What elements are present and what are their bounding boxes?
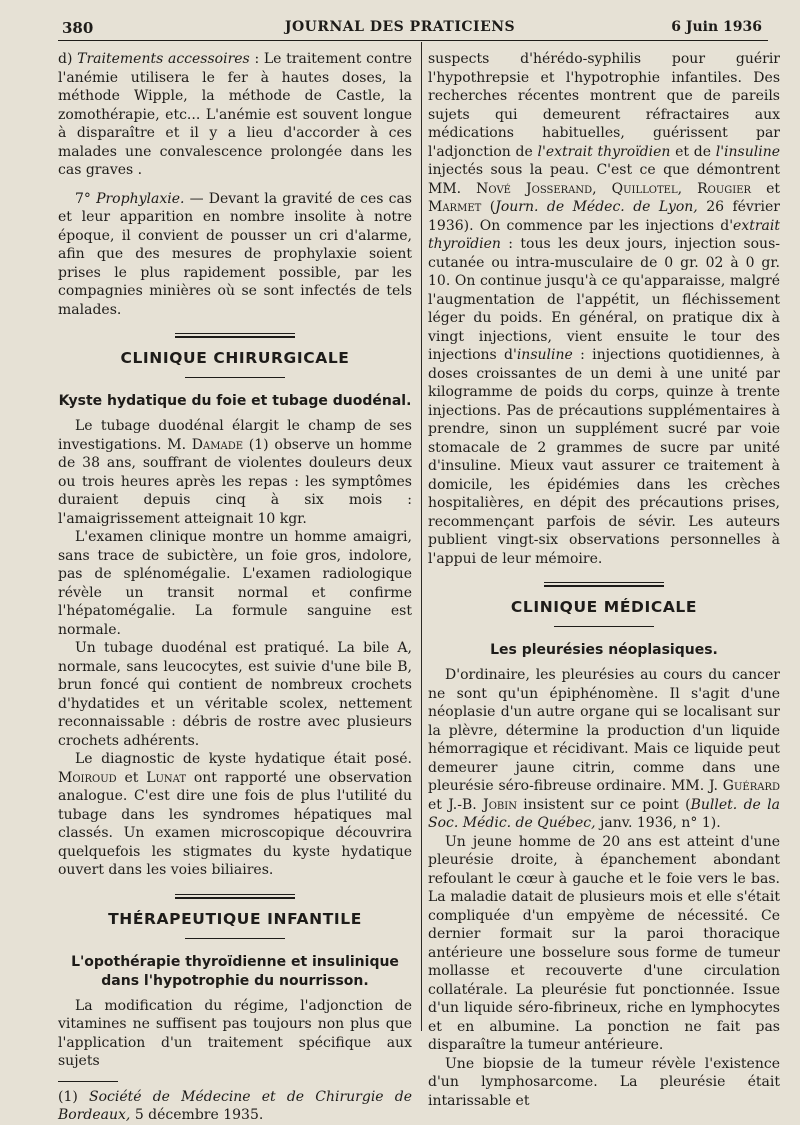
- article-paragraph: Le tubage duodénal élargit le champ de ses investigations. M. Damade (1) observe un homme de 38 ans, souffrant de violentes douleurs deux ou trois heures après les repas : les symptômes duraient depuis cinq à six mois : l'amaigrissement atteignait 10 kgr.: [58, 418, 412, 527]
- article-title-pleuresies: Les pleurésies néoplasiques.: [490, 642, 718, 658]
- article-paragraph: La modification du régime, l'adjonction de vitamines ne suffisent pas toujours non plus que l'application d'un traitement spécifique aux sujets: [58, 997, 412, 1069]
- section-underline: [185, 377, 285, 378]
- paragraph-prophylaxis: 7° Prophylaxie. — Devant la gravité de ces cas et leur apparition en nombre insolite à notre époque, il convient de pousser un cri d'alarme, afin que des mesures de prophylaxie soient prises le plus rapidement possible, par les compagnies minières où se sont infectés de tels malades.: [58, 190, 412, 318]
- issue-date: 6 Juin 1936: [671, 19, 762, 35]
- article-paragraph: Un tubage duodénal est pratiqué. La bile A, normale, sans leucocytes, est suivie d'une bile B, brun foncé qui contient de nombreux crochets d'hydatides et un véritable scolex, nettement reconnaissable : débris de rostre avec plusieurs crochets adhérents.: [58, 640, 412, 749]
- header-rule: [58, 40, 768, 41]
- paragraph-accessory-treatments: d) Traitements accessoires : Le traitement contre l'anémie utilisera le fer à hautes doses, la méthode Wipple, la méthode de Castle, la zomothérapie, etc... L'anémie est souvent longue à disparaître et il y a lieu d'accorder à ces malades une convalescence prolongée dans les cas graves .: [58, 51, 412, 178]
- article-title-opotherapie: L'opothérapie thyroïdienne et insulinique dans l'hypotrophie du nourrisson.: [71, 953, 399, 989]
- article-paragraph: Le diagnostic de kyste hydatique était posé. Moiroud et Lunat ont rapporté une observation analogue. C'est dire une fois de plus l'utilité du tubage dans les syndromes hépatiques mal classés. Un examen microscopique découvrira quelquefois les stigmates du kyste hydatique ouvert dans les voies biliaires.: [58, 751, 412, 878]
- article-paragraph: D'ordinaire, les pleurésies au cours du cancer ne sont qu'un épiphénomène. Il s'agit d'une néoplasie d'un autre organe qui se localisant sur la plèvre, détermine la production d'un liquide hémorragique et récidivant. Mais ce liquide peut demeurer jaune citrin, comme dans une pleurésie séro-fibreuse ordinaire. MM. J. Guérard et J.-B. Jobin insistent sur ce point (Bullet. de la Soc. Médic. de Québec, janv. 1936, n° 1).: [428, 667, 781, 831]
- article-paragraph: Un jeune homme de 20 ans est atteint d'une pleurésie droite, à épanchement abondant refoulant le cœur à gauche et le foie vers le bas. La maladie datait de plusieurs mois et elle s'était compliquée d'un empyème de nécessité. Ce dernier formait sur la paroi thoracique antérieure une bosselure sous forme de tumeur mollasse et recouverte d'une circulation collatérale. La pleurésie fut ponctionnée. Issue d'un liquide séro-fibrineux, riche en lymphocytes et en albumine. La ponction ne fait pas disparaître la tumeur antérieure.: [428, 833, 780, 1053]
- right-column: [428, 50, 780, 1110]
- footnote: (1) Société de Médecine et de Chirurgie de Bordeaux, 5 décembre 1935.: [58, 1088, 412, 1123]
- section-ornament: [544, 576, 664, 594]
- section-heading-clinique-chirurgicale: CLINIQUE CHIRURGICALE: [120, 349, 350, 367]
- page-number: 380: [62, 19, 94, 37]
- journal-title: JOURNAL DES PRATICIENS: [284, 19, 516, 35]
- footnote-rule: [58, 1081, 118, 1082]
- section-ornament: [175, 327, 295, 345]
- section-heading-therapeutique-infantile: THÉRAPEUTIQUE INFANTILE: [108, 909, 362, 928]
- page-header: [0, 0, 800, 44]
- article-paragraph: L'examen clinique montre un homme amaigri, sans trace de subictère, un foie gros, indolore, pas de splénomégalie. L'examen radiologique révèle un transit normal et confirme l'hépatomégalie. La formule sanguine est normale.: [58, 529, 412, 638]
- column-divider: [421, 42, 422, 1031]
- section-heading-clinique-medicale: CLINIQUE MÉDICALE: [510, 598, 698, 616]
- article-title-kyste-hydatique: Kyste hydatique du foie et tubage duodénal.: [58, 393, 412, 409]
- section-ornament: [175, 888, 295, 906]
- article-paragraph: suspects d'hérédo-syphilis pour guérir l'hypothrepsie et l'hypotrophie infantiles. Des recherches récentes montrent que de pareils sujets qui demeurent réfractaires aux médications habituelles, guérissent par l'adjonction de l'extrait thyroïdien et de l'insuline injectés sous la peau. C'est ce que démontrent MM. Nové Josserand, Quillotel, Rougier et Marmet (Journ. de Médec. de Lyon, 26 février 1936). On commence par les injections d'extrait thyroïdien : tous les deux jours, injection sous-cutanée ou intra-musculaire de 0 gr. 02 à 0 gr. 10. On continue jusqu'à ce qu'apparaisse, malgré l'augmentation de l'appétit, un fléchissement léger du poids. En général, on pratique dix à vingt injections, vient ensuite le tour des injections d'insuline : injections quotidiennes, à doses croissantes de un demi à une unité par kilogramme de poids du corps, quinze à trente injections. Pas de précautions supplémentaires à prendre, sinon un supplément sucré par voie stomacale de 2 grammes de sucre par unité d'insuline. Mieux vaut assurer ce traitement à domicile, les épidémies dans les crèches hospitalières, en dépit des précautions prises, recommençant parfois de sévir. Les auteurs publient vingt-six observations personnelles à l'appui de leur mémoire.: [428, 51, 780, 567]
- section-underline: [185, 938, 285, 939]
- article-paragraph: Une biopsie de la tumeur révèle l'existence d'un lymphosarcome. La pleurésie était intarissable et: [428, 1055, 780, 1109]
- left-column: [58, 50, 412, 1125]
- section-underline: [554, 626, 654, 627]
